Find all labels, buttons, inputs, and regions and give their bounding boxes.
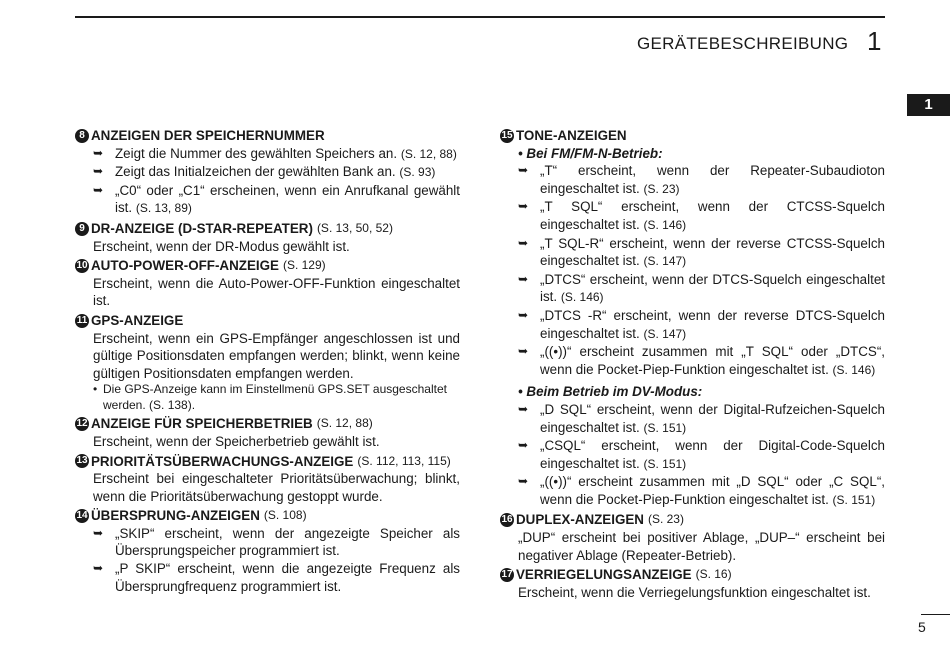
page-reference: (S. 151) — [832, 492, 876, 507]
section-title: GERÄTEBESCHREIBUNG — [637, 34, 849, 53]
page-reference: (S. 13, 50, 52) — [316, 220, 393, 235]
list-item — [93, 145, 460, 164]
item-text: Zeigt die Nummer des gewählten Speichers an. — [115, 145, 398, 161]
item-text: „T“ erscheint, wenn der Repeater-Subaudioton eingeschaltet ist. — [540, 163, 885, 196]
arrow-icon: ➥ — [518, 163, 529, 178]
section-heading: ÜBERSPRUNG-ANZEIGEN — [91, 508, 260, 524]
arrow-icon: ➥ — [518, 271, 529, 286]
section-body: „DUP“ erscheint bei positiver Ablage, „DUP–“ erscheint bei negativer Ablage (Repeater-Betrieb). — [518, 530, 885, 563]
arrow-icon: ➥ — [518, 401, 529, 416]
header-rule — [75, 16, 885, 18]
item-text: „DTCS -R“ erscheint, wenn der reverse DTCS-Squelch eingeschaltet ist. — [540, 307, 885, 341]
arrow-icon: ➥ — [93, 561, 104, 576]
list-item — [518, 473, 885, 509]
arrow-icon: ➥ — [93, 145, 104, 160]
page-number: 5 — [918, 619, 926, 635]
item-text: „DTCS“ erscheint, wenn der DTCS-Squelch eingeschaltet ist. — [540, 271, 885, 305]
page-reference: (S. 108) — [263, 508, 307, 523]
note — [93, 382, 460, 413]
page-reference: (S. 146) — [560, 290, 604, 305]
item-text: „SKIP“ erscheint, wenn der angezeigte Speicher als Übersprungspeicher programmiert ist. — [115, 525, 460, 559]
subheading: • Bei FM/FM-N-Betrieb: — [518, 145, 663, 161]
section-body: Erscheint, wenn der DR-Modus gewählt ist. — [93, 238, 350, 254]
arrow-icon: ➥ — [518, 199, 529, 214]
item-text: „((•))“ erscheint zusammen mit „T SQL“ oder „DTCS“, wenn die Pocket-Piep-Funktion eingeschaltet ist. — [540, 344, 885, 377]
item-text: „CSQL“ erscheint, wenn der Digital-Code-Squelch eingeschaltet ist. — [540, 438, 885, 471]
page-reference: (S. 12, 88) — [316, 416, 373, 431]
section-heading: GPS-ANZEIGE — [91, 312, 184, 328]
section-dr — [75, 220, 460, 255]
section-heading: PRIORITÄTSÜBERWACHUNGS-ANZEIGE — [91, 453, 354, 469]
item-text: „T SQL-R“ erscheint, wenn der reverse CTCSS-Squelch eingeschaltet ist. — [540, 235, 885, 269]
note-text: Die GPS-Anzeige kann im Einstellmenü GPS.SET ausgeschaltet werden. (S. 138). — [103, 382, 447, 412]
section-heading: DUPLEX-ANZEIGEN — [516, 512, 644, 528]
section-auto-power-off — [75, 257, 460, 310]
list-item — [518, 307, 885, 343]
section-duplex — [500, 511, 885, 564]
list-item — [518, 401, 885, 437]
page-reference: (S. 13, 89) — [135, 201, 192, 216]
page-reference: (S. 12, 88) — [400, 146, 457, 161]
left-column — [75, 127, 460, 597]
list-item — [518, 198, 885, 234]
page-reference: (S. 146) — [643, 217, 687, 232]
page-reference: (S. 23) — [643, 181, 680, 196]
arrow-icon: ➥ — [93, 164, 104, 179]
arrow-icon: ➥ — [93, 182, 104, 197]
section-body: Erscheint, wenn die Auto-Power-OFF-Funktion eingeschaltet ist. — [93, 275, 460, 309]
page-reference: (S. 93) — [399, 165, 436, 180]
arrow-icon: ➥ — [518, 307, 529, 322]
item-number-badge: 8 — [75, 129, 89, 143]
item-number-badge: 13 — [76, 455, 88, 467]
page-reference: (S. 16) — [695, 567, 732, 582]
section-body: Erscheint, wenn der Speicherbetrieb gewählt ist. — [93, 433, 380, 449]
item-number-badge: 14 — [76, 510, 88, 522]
page-reference: (S. 147) — [643, 326, 687, 341]
list-item — [518, 162, 885, 198]
arrow-icon: ➥ — [518, 474, 529, 489]
list-item — [518, 343, 885, 379]
section-gps — [75, 312, 460, 413]
footer-rule — [921, 614, 950, 615]
section-heading: AUTO-POWER-OFF-ANZEIGE — [91, 258, 279, 274]
bullet-icon: • — [93, 382, 98, 397]
section-heading: VERRIEGELUNGSANZEIGE — [516, 567, 692, 583]
list-item — [518, 235, 885, 271]
item-text: „D SQL“ erscheint, wenn der Digital-Rufzeichen-Squelch eingeschaltet ist. — [540, 401, 885, 435]
section-body: Erscheint bei eingeschalteter Prioritätsüberwachung; blinkt, wenn die Prioritätsüberwachung gestoppt wurde. — [93, 471, 460, 504]
chapter-number: 1 — [867, 26, 882, 56]
subheading: • Beim Betrieb im DV-Modus: — [518, 384, 703, 400]
item-text: „P SKIP“ erscheint, wenn die angezeigte Frequenz als Übersprungfrequenz programmiert ist. — [115, 561, 460, 594]
page-reference: (S. 151) — [643, 420, 687, 435]
page-reference: (S. 147) — [643, 254, 687, 269]
section-memory-number — [75, 127, 460, 218]
item-number-badge: 15 — [501, 129, 513, 141]
item-text: „((•))“ erscheint zusammen mit „D SQL“ oder „C SQL“, wenn die Pocket-Piep-Funktion eingeschaltet ist. — [540, 474, 885, 507]
section-skip — [75, 507, 460, 595]
item-text: Zeigt das Initialzeichen der gewählten Bank an. — [115, 164, 396, 180]
arrow-icon: ➥ — [93, 525, 104, 540]
arrow-icon: ➥ — [518, 235, 529, 250]
arrow-icon: ➥ — [518, 344, 529, 359]
section-body: Erscheint, wenn die Verriegelungsfunktion eingeschaltet ist. — [518, 584, 871, 600]
section-memory-mode — [75, 415, 460, 450]
item-number-badge: 9 — [75, 222, 89, 236]
page-reference: (S. 23) — [647, 512, 684, 527]
item-number-badge: 11 — [76, 314, 88, 326]
item-number-badge: 16 — [501, 514, 513, 526]
item-number-badge: 10 — [76, 259, 88, 271]
section-heading: ANZEIGE FÜR SPEICHERBETRIEB — [91, 416, 313, 432]
page-reference: (S. 112, 113, 115) — [357, 453, 451, 468]
chapter-tab: 1 — [907, 94, 950, 116]
item-text: „T SQL“ erscheint, wenn der CTCSS-Squelch eingeschaltet ist. — [540, 199, 885, 232]
section-lock — [500, 566, 885, 601]
arrow-icon: ➥ — [518, 438, 529, 453]
section-body: Erscheint, wenn ein GPS-Empfänger angeschlossen ist und gültige Positionsdaten empfangen werden; blinkt, wenn keine gültigen Positionsdaten empfangen werden. — [93, 330, 460, 381]
list-item — [518, 271, 885, 307]
right-column — [500, 127, 885, 603]
section-priority — [75, 453, 460, 506]
list-item — [93, 525, 460, 560]
item-number-badge: 17 — [501, 569, 513, 581]
page-reference: (S. 151) — [643, 456, 687, 471]
page-reference: (S. 146) — [832, 362, 876, 377]
item-text: „C0“ oder „C1“ erscheinen, wenn ein Anrufkanal gewählt ist. — [115, 182, 460, 216]
list-item — [518, 437, 885, 473]
list-item — [93, 163, 460, 182]
list-item — [93, 560, 460, 595]
section-heading: TONE-ANZEIGEN — [516, 128, 627, 143]
page-reference: (S. 129) — [282, 258, 326, 273]
section-tone — [500, 127, 885, 509]
item-number-badge: 12 — [76, 418, 88, 430]
list-item — [93, 182, 460, 218]
section-heading: DR-ANZEIGE (D-STAR-REPEATER) — [91, 220, 313, 236]
section-heading: ANZEIGEN DER SPEICHERNUMMER — [91, 128, 325, 143]
